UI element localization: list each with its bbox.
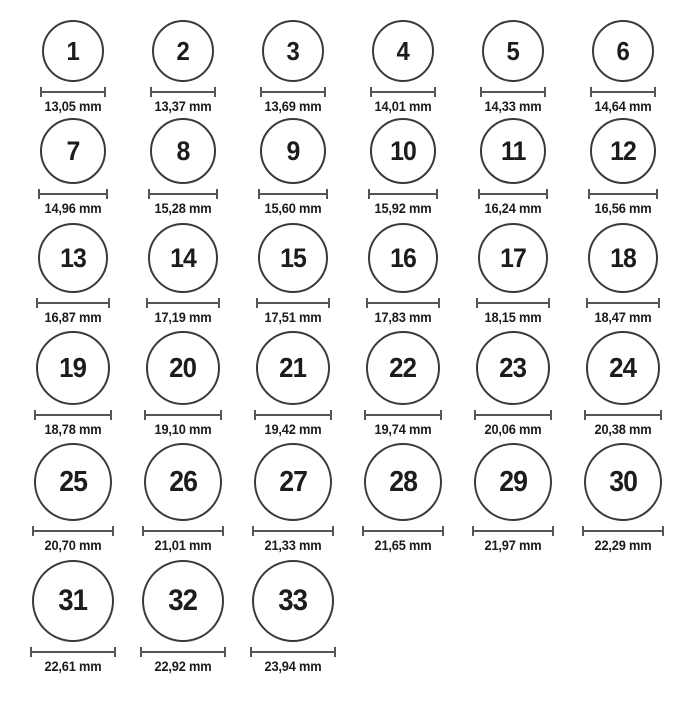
ring-size-item xyxy=(18,331,128,437)
diameter-label: 15,28 mm xyxy=(154,201,212,216)
ring-size-item xyxy=(458,331,568,437)
ring-size-number: 6 xyxy=(616,36,630,66)
ring-size-item xyxy=(128,118,238,216)
ring-size-number: 3 xyxy=(286,36,300,66)
ring-size-number: 12 xyxy=(610,135,636,166)
diameter-dimension-line xyxy=(480,87,546,97)
diameter-dimension-line xyxy=(588,189,658,199)
diameter-dimension-line xyxy=(144,410,222,420)
ring-circle xyxy=(144,443,222,521)
ring-size-item xyxy=(238,118,348,216)
diameter-dimension-line xyxy=(478,189,548,199)
ring-circle xyxy=(260,118,326,184)
ring-size-number: 15 xyxy=(280,242,306,273)
ring-size-item xyxy=(128,223,238,325)
diameter-label: 21,65 mm xyxy=(374,538,432,553)
diameter-label: 19,74 mm xyxy=(374,422,432,437)
ring-size-item xyxy=(458,118,568,216)
ring-circle xyxy=(256,331,330,405)
ring-size-number: 8 xyxy=(176,135,190,166)
ring-size-item xyxy=(458,20,568,114)
ring-size-number: 13 xyxy=(60,242,86,273)
diameter-label: 17,83 mm xyxy=(374,310,432,325)
ring-circle xyxy=(148,223,218,293)
ring-size-item xyxy=(568,20,678,114)
ring-circle xyxy=(592,20,654,82)
diameter-label: 20,38 mm xyxy=(594,422,652,437)
ring-size-item xyxy=(18,223,128,325)
diameter-label: 16,87 mm xyxy=(44,310,102,325)
ring-size-number: 33 xyxy=(278,584,308,617)
ring-size-number: 22 xyxy=(389,352,417,383)
ring-size-row xyxy=(0,223,700,325)
ring-size-number: 9 xyxy=(286,135,300,166)
diameter-dimension-line xyxy=(368,189,438,199)
diameter-dimension-line xyxy=(32,526,114,536)
diameter-dimension-line xyxy=(582,526,664,536)
diameter-dimension-line xyxy=(586,298,660,308)
ring-size-number: 2 xyxy=(176,36,190,66)
diameter-label: 20,70 mm xyxy=(44,538,102,553)
ring-size-number: 31 xyxy=(58,584,88,617)
diameter-dimension-line xyxy=(34,410,112,420)
ring-circle xyxy=(370,118,436,184)
diameter-label: 21,33 mm xyxy=(264,538,322,553)
ring-circle xyxy=(152,20,214,82)
ring-size-number: 1 xyxy=(66,36,80,66)
ring-size-number: 30 xyxy=(609,465,637,498)
ring-circle xyxy=(590,118,656,184)
diameter-label: 16,24 mm xyxy=(484,201,542,216)
ring-size-number: 26 xyxy=(169,465,197,498)
ring-size-number: 19 xyxy=(59,352,87,383)
ring-size-item xyxy=(238,331,348,437)
diameter-label: 20,06 mm xyxy=(484,422,542,437)
ring-size-item xyxy=(348,331,458,437)
diameter-dimension-line xyxy=(258,189,328,199)
diameter-dimension-line xyxy=(38,189,108,199)
ring-size-item xyxy=(238,20,348,114)
diameter-dimension-line xyxy=(150,87,216,97)
diameter-dimension-line xyxy=(362,526,444,536)
ring-size-row xyxy=(0,443,700,553)
ring-size-item xyxy=(128,443,238,553)
ring-size-item xyxy=(458,223,568,325)
ring-size-number: 21 xyxy=(279,352,307,383)
ring-size-item xyxy=(568,223,678,325)
ring-size-row xyxy=(0,560,700,674)
ring-size-item xyxy=(348,20,458,114)
ring-circle xyxy=(474,443,552,521)
ring-circle xyxy=(40,118,106,184)
ring-size-number: 24 xyxy=(609,352,637,383)
diameter-label: 18,47 mm xyxy=(594,310,652,325)
ring-size-number: 18 xyxy=(610,242,636,273)
ring-circle xyxy=(254,443,332,521)
diameter-dimension-line xyxy=(590,87,656,97)
ring-circle xyxy=(366,331,440,405)
ring-circle xyxy=(478,223,548,293)
ring-size-number: 10 xyxy=(390,135,416,166)
ring-size-item xyxy=(348,118,458,216)
diameter-label: 17,51 mm xyxy=(264,310,322,325)
diameter-dimension-line xyxy=(140,647,226,657)
diameter-label: 22,61 mm xyxy=(44,659,102,674)
ring-circle xyxy=(364,443,442,521)
ring-size-item xyxy=(348,223,458,325)
ring-size-number: 28 xyxy=(389,465,417,498)
ring-size-number: 32 xyxy=(168,584,198,617)
ring-circle xyxy=(142,560,224,642)
ring-size-number: 7 xyxy=(66,135,80,166)
ring-size-number: 25 xyxy=(59,465,87,498)
ring-size-item xyxy=(348,443,458,553)
ring-size-item xyxy=(128,560,238,674)
ring-size-chart xyxy=(0,20,700,720)
diameter-dimension-line xyxy=(370,87,436,97)
diameter-label: 18,78 mm xyxy=(44,422,102,437)
ring-circle xyxy=(38,223,108,293)
diameter-dimension-line xyxy=(364,410,442,420)
ring-circle xyxy=(34,443,112,521)
ring-size-item xyxy=(568,118,678,216)
diameter-dimension-line xyxy=(476,298,550,308)
ring-size-row xyxy=(0,20,700,114)
ring-size-number: 23 xyxy=(499,352,527,383)
ring-size-number: 27 xyxy=(279,465,307,498)
ring-size-number: 29 xyxy=(499,465,527,498)
diameter-label: 15,92 mm xyxy=(374,201,432,216)
diameter-label: 19,10 mm xyxy=(154,422,212,437)
ring-circle xyxy=(476,331,550,405)
ring-size-number: 11 xyxy=(500,135,526,166)
diameter-label: 21,01 mm xyxy=(154,538,212,553)
diameter-dimension-line xyxy=(256,298,330,308)
ring-circle xyxy=(36,331,110,405)
ring-size-item xyxy=(18,20,128,114)
ring-circle xyxy=(480,118,546,184)
diameter-dimension-line xyxy=(30,647,116,657)
ring-circle xyxy=(586,331,660,405)
diameter-label: 22,92 mm xyxy=(154,659,212,674)
ring-size-item xyxy=(568,331,678,437)
ring-size-item xyxy=(238,223,348,325)
ring-size-number: 17 xyxy=(500,242,526,273)
diameter-label: 14,64 mm xyxy=(594,99,652,114)
diameter-dimension-line xyxy=(472,526,554,536)
ring-circle xyxy=(146,331,220,405)
ring-size-row xyxy=(0,118,700,216)
ring-size-number: 5 xyxy=(506,36,520,66)
diameter-dimension-line xyxy=(254,410,332,420)
diameter-label: 14,33 mm xyxy=(484,99,542,114)
diameter-label: 13,05 mm xyxy=(44,99,102,114)
ring-size-item xyxy=(18,443,128,553)
diameter-dimension-line xyxy=(252,526,334,536)
ring-size-number: 14 xyxy=(170,242,196,273)
ring-size-item xyxy=(128,331,238,437)
ring-circle xyxy=(588,223,658,293)
ring-circle xyxy=(150,118,216,184)
ring-circle xyxy=(584,443,662,521)
diameter-dimension-line xyxy=(366,298,440,308)
diameter-dimension-line xyxy=(250,647,336,657)
diameter-label: 19,42 mm xyxy=(264,422,322,437)
diameter-dimension-line xyxy=(260,87,326,97)
ring-circle xyxy=(262,20,324,82)
diameter-label: 14,96 mm xyxy=(44,201,102,216)
ring-size-item xyxy=(18,560,128,674)
diameter-dimension-line xyxy=(474,410,552,420)
diameter-label: 13,37 mm xyxy=(154,99,212,114)
diameter-dimension-line xyxy=(148,189,218,199)
ring-circle xyxy=(258,223,328,293)
ring-circle xyxy=(368,223,438,293)
ring-size-item xyxy=(568,443,678,553)
diameter-label: 16,56 mm xyxy=(594,201,652,216)
diameter-label: 13,69 mm xyxy=(264,99,322,114)
ring-circle xyxy=(482,20,544,82)
ring-size-item xyxy=(458,443,568,553)
diameter-dimension-line xyxy=(36,298,110,308)
ring-size-item xyxy=(238,560,348,674)
diameter-label: 18,15 mm xyxy=(484,310,542,325)
ring-circle xyxy=(252,560,334,642)
diameter-label: 22,29 mm xyxy=(594,538,652,553)
diameter-label: 23,94 mm xyxy=(264,659,322,674)
diameter-label: 14,01 mm xyxy=(374,99,432,114)
diameter-label: 21,97 mm xyxy=(484,538,542,553)
diameter-label: 17,19 mm xyxy=(154,310,212,325)
ring-size-item xyxy=(128,20,238,114)
ring-size-item xyxy=(238,443,348,553)
ring-size-item xyxy=(18,118,128,216)
diameter-label: 15,60 mm xyxy=(264,201,322,216)
ring-circle xyxy=(42,20,104,82)
diameter-dimension-line xyxy=(40,87,106,97)
diameter-dimension-line xyxy=(146,298,220,308)
ring-circle xyxy=(32,560,114,642)
ring-size-number: 20 xyxy=(169,352,197,383)
diameter-dimension-line xyxy=(142,526,224,536)
ring-circle xyxy=(372,20,434,82)
ring-size-row xyxy=(0,331,700,437)
diameter-dimension-line xyxy=(584,410,662,420)
ring-size-number: 4 xyxy=(396,36,410,66)
ring-size-number: 16 xyxy=(390,242,416,273)
